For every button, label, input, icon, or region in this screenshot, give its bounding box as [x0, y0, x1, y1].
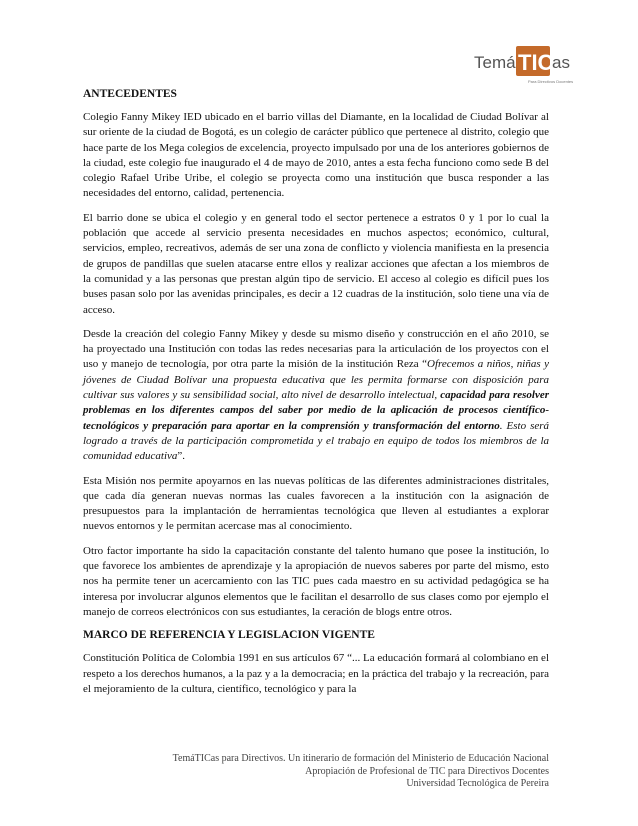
- logo-tagline: Para Directivos Docentes: [528, 79, 574, 84]
- tematicas-logo: [472, 40, 590, 88]
- paragraph-training: Otro factor importante ha sido la capacitación constante del talento humano que posee la institución, lo que favorece los ambientes de aprendizaje y la apropiación de nuevos saberes por parte del mismo, esto nos ha permite tener un acercamiento con las TIC pues cada maestro en su actividad pedagógica se ha interesa por involucrar algunos elementos que le facilitan el desarrollo de sus clases como por ejemplo el manejo de correos electrónicos con sus estudiantes, la ceración de blogs entre otros.: [83, 544, 549, 618]
- logo-brand-part2: TIC: [518, 50, 554, 75]
- mission-emphasis-text: capacidad para resolver problemas en los diferentes campos del saber por medio de la aplicación de procesos científico-tecnológicos y preparación para aportar en la comprensión y transformación del entorno: [83, 389, 549, 432]
- page-footer: [83, 753, 549, 791]
- logo-brand-part3: as: [552, 53, 570, 72]
- paragraph-mission: [83, 327, 549, 465]
- paragraph-constitution: Constitución Política de Colombia 1991 en sus artículos 67 “... La educación formará al colombiano en el respeto a los derechos humanos, a la paz y a la democracia; en la práctica del trabajo y la recreación, para el mejoramiento de la cultura, científico, tecnológico y para la: [83, 652, 549, 695]
- footer-line-1: TemáTICas para Directivos. Un itinerario de formación del Ministerio de Educación Nacional: [172, 753, 549, 764]
- footer-line-2: Apropiación de Profesional de TIC para Directivos Docentes: [305, 765, 549, 777]
- paragraph-neighborhood: El barrio done se ubica el colegio y en general todo el sector pertenece a estratos 0 y 1 por lo cual la población que accede al servicio presenta necesidades en muchos aspectos; económico, cultural, servicios, empleo, recreativos, además de ser una zona de conflicto y violencia manifiesta en la presencia de grupos de pandillas que suelen atacarse entre ellos y realizar acciones que afectan a los miembros de la comunidad y a las personas que prestan algún tipo de servicio. El acceso al colegio es difícil pues los buses pasan solo por las avenidas principales, es decir a 12 cuadras de la institución, solo tiene una vía de acceso.: [83, 211, 549, 316]
- section-heading-antecedentes: ANTECEDENTES: [83, 88, 177, 100]
- logo-brand-part1: Temá: [474, 53, 516, 72]
- paragraph-policies: Esta Misión nos permite apoyarnos en las nuevas políticas de las diferentes administraciones distritales, que cada día generan nuevas normas las cuales favorecen a la institución con la asignación de presupuestos para la implantación de herramientas tecnológica que lleven al estudiantes a explorar nuevos entornos y le permitan acercase mas al conocimiento.: [83, 474, 549, 533]
- mission-end-quote: ”.: [177, 450, 186, 463]
- paragraph-school-description: Colegio Fanny Mikey IED ubicado en el barrio villas del Diamante, en la localidad de Ciudad Bolívar al sur oriente de la ciudad de Bogotá, es un colegio de carácter público que pertenece al distrito, colegio que hace parte de los Mega colegios de excelencia, proyecto impulsado por una de los anteriores gobiernos de la ciudad, este colegio fue inaugurado el 4 de mayo de 2010, antes a esta fecha funciono como sede B del colegio Rafael Uribe Uribe, el colegio se proyecta como una institución que busca responder a las necesidades del entorno, calidad, pertenencia.: [83, 111, 549, 200]
- mission-closing-text: . Esto será logrado a través de la participación comprometida y el trabajo en equipo de todos los miembros de la comunidad educativa: [83, 419, 550, 463]
- mission-quote-text: Ofrecemos a niños, niñas y jóvenes de Ciudad Bolívar una propuesta educativa que les permita formarse con disposición para cultivar sus valores y su sensibilidad social, alto nivel de desarrollo intelectual,: [83, 358, 549, 402]
- document-body: [83, 88, 549, 706]
- section-heading-marco-referencia: MARCO DE REFERENCIA Y LEGISLACION VIGENTE: [83, 629, 375, 642]
- footer-line-3: Universidad Tecnológica de Pereira: [406, 778, 549, 789]
- mission-intro-text: Desde la creación del colegio Fanny Mikey y desde su mismo diseño y construcción en el año 2010, se ha proyectado una Institución con todas las redes necesarias para la articulación de los proyectos con el uso y manejo de tecnología, por otra parte la misión de la institución Reza “: [83, 327, 549, 371]
